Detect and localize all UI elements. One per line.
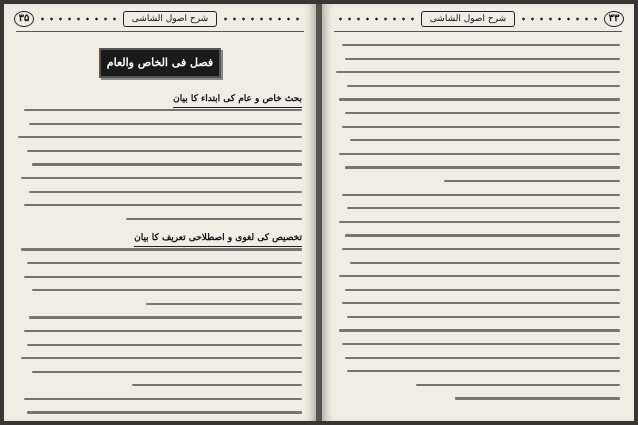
text-line xyxy=(18,338,302,352)
text-line xyxy=(336,147,620,161)
text-line xyxy=(336,52,620,66)
chapter-title: فصل فی الخاص والعام xyxy=(99,48,221,78)
text-line xyxy=(18,270,302,284)
right-page xyxy=(322,4,634,421)
text-line xyxy=(336,242,620,256)
text-line xyxy=(18,378,302,392)
text-line xyxy=(18,365,302,379)
text-line xyxy=(18,419,302,421)
text-line xyxy=(336,120,620,134)
left-running-title: شرح اصول الشاشی xyxy=(123,11,217,27)
text-line xyxy=(18,310,302,324)
right-page-header xyxy=(332,10,624,28)
text-line xyxy=(336,364,620,378)
text-line xyxy=(336,133,620,147)
text-line xyxy=(336,378,620,392)
text-line xyxy=(336,188,620,202)
text-line xyxy=(336,323,620,337)
text-line xyxy=(336,215,620,229)
text-line xyxy=(336,351,620,365)
text-line xyxy=(336,391,620,405)
text-line xyxy=(18,130,302,144)
text-line xyxy=(18,117,302,131)
right-running-title: شرح اصول الشاشی xyxy=(421,11,515,27)
text-line xyxy=(336,65,620,79)
text-line xyxy=(336,79,620,93)
text-line xyxy=(336,256,620,270)
text-line xyxy=(336,228,620,242)
text-line xyxy=(18,242,302,256)
text-line xyxy=(18,198,302,212)
section-heading: تخصیص کی لغوی و اصطلاحی تعریف کا بیان xyxy=(134,230,302,247)
book-spread xyxy=(4,4,634,421)
text-line xyxy=(336,106,620,120)
text-line xyxy=(18,185,302,199)
header-ornament-icon xyxy=(221,14,302,24)
header-ornament-icon xyxy=(336,14,417,24)
text-line xyxy=(18,103,302,117)
text-line xyxy=(336,92,620,106)
left-page xyxy=(4,4,316,421)
text-line xyxy=(18,405,302,419)
text-line xyxy=(336,296,620,310)
header-rule xyxy=(16,31,304,32)
text-line xyxy=(18,256,302,270)
text-line xyxy=(18,144,302,158)
left-page-body xyxy=(18,38,302,415)
section-heading: بحث خاص و عام کی ابتداء کا بیان xyxy=(173,91,302,108)
left-text-block-2 xyxy=(18,242,302,310)
text-line xyxy=(18,171,302,185)
left-page-header xyxy=(14,10,306,28)
left-page-number: ۳۵ xyxy=(14,11,34,27)
text-line xyxy=(18,157,302,171)
header-ornament-icon xyxy=(38,14,119,24)
text-line xyxy=(18,324,302,338)
text-line xyxy=(18,392,302,406)
text-line xyxy=(336,174,620,188)
right-page-number: ۳۳ xyxy=(604,11,624,27)
text-line xyxy=(336,269,620,283)
text-line xyxy=(336,38,620,52)
right-page-body xyxy=(336,38,620,415)
text-line xyxy=(18,351,302,365)
text-line xyxy=(336,283,620,297)
text-line xyxy=(18,212,302,226)
left-text-block-1 xyxy=(18,103,302,225)
text-line xyxy=(336,201,620,215)
header-rule xyxy=(334,31,622,32)
text-line xyxy=(336,310,620,324)
left-text-block-3 xyxy=(18,310,302,421)
text-line xyxy=(18,297,302,311)
header-ornament-icon xyxy=(519,14,600,24)
text-line xyxy=(336,337,620,351)
text-line xyxy=(18,283,302,297)
text-line xyxy=(336,160,620,174)
right-text-block xyxy=(336,38,620,405)
